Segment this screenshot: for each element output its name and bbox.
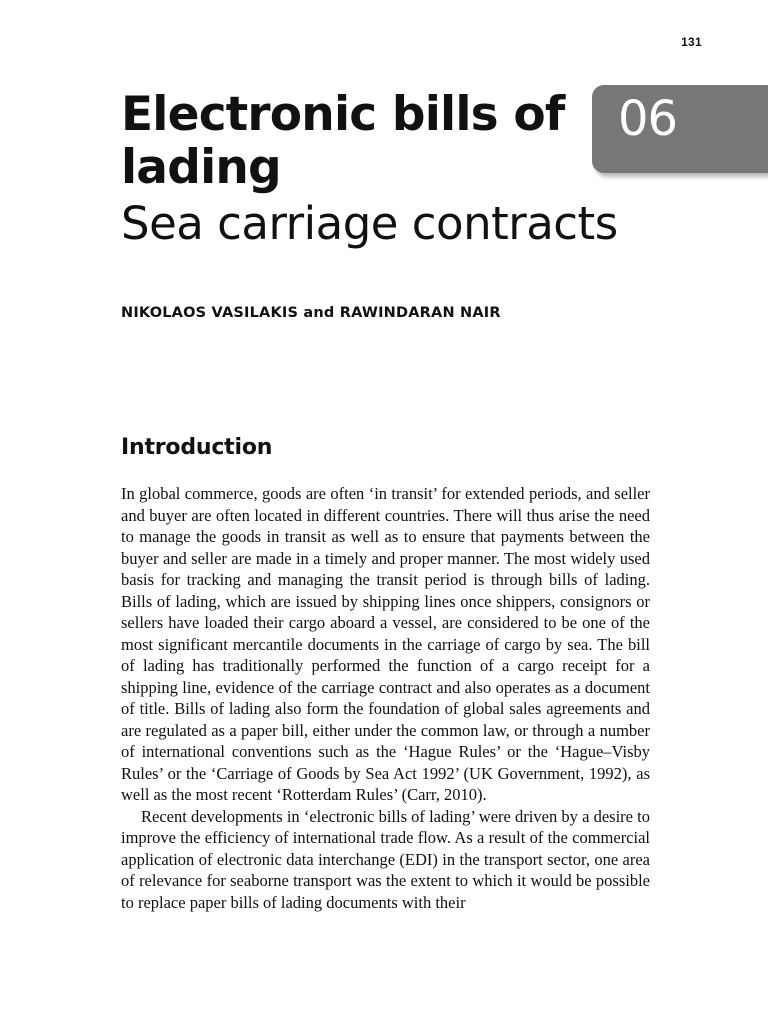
page-number: 131 (681, 35, 702, 49)
chapter-title-block (121, 88, 591, 194)
chapter-number-tab (592, 85, 768, 173)
body-text (121, 483, 650, 913)
chapter-subtitle: Sea carriage contracts (121, 197, 618, 250)
paragraph-2: Recent developments in ‘electronic bills of lading’ were driven by a desire to improve the efficiency of international trade flow. As a result of the commercial application of electronic data interchange (EDI) in the transport sector, one area of relevance for seaborne transport was the extent to which it would be possible to replace paper bills of lading documents with their (121, 806, 650, 912)
paragraph-1: In global commerce, goods are often ‘in transit’ for extended periods, and seller and buyer are often located in different countries. There will thus arise the need to manage the goods in transit as well as to ensure that payments between the buyer and seller are made in a timely and proper manner. The most widely used basis for tracking and managing the transit period is through bills of lading. Bills of lading, which are issued by shipping lines once shippers, consignors or sellers have loaded their cargo aboard a vessel, are considered to be one of the most significant mercantile documents in the carriage of cargo by sea. The bill of lading has traditionally performed the function of a cargo receipt for a shipping line, evidence of the carriage contract and also operates as a document of title. Bills of lading also form the foundation of global sales agreements and are regulated as a paper bill, either under the common law, or through a number of international conventions such as the ‘Hague Rules’ or the ‘Hague–Visby Rules’ or the ‘Carriage of Goods by Sea Act 1992’ (UK Government, 1992), as well as the most recent ‘Rotterdam Rules’ (Carr, 2010). (121, 484, 650, 804)
section-heading: Introduction (121, 435, 273, 460)
chapter-authors: NIKOLAOS VASILAKIS and RAWINDARAN NAIR (121, 305, 501, 321)
chapter-number: 06 (618, 91, 678, 147)
chapter-title: Electronic bills of lading (121, 87, 565, 195)
